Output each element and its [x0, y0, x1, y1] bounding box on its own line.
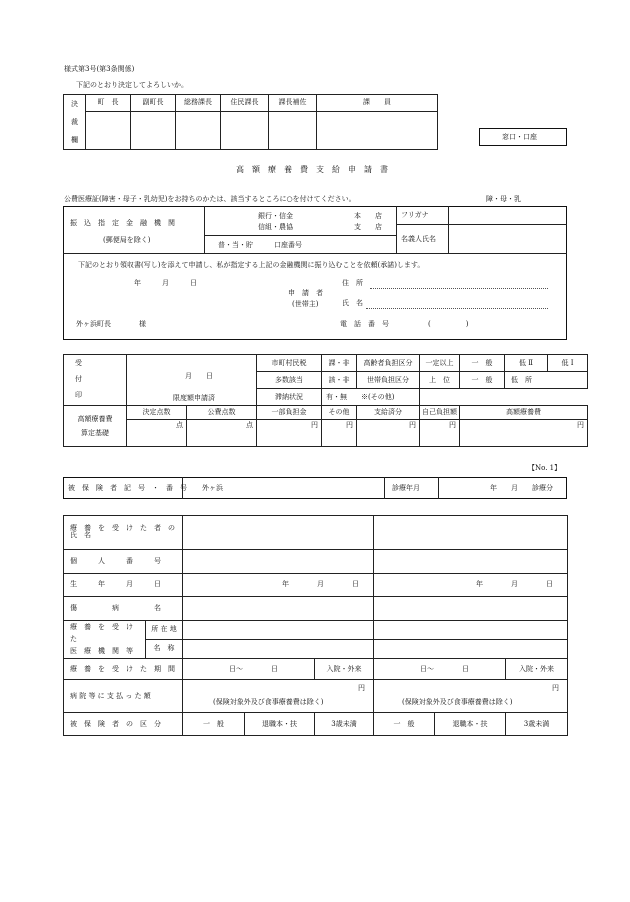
period-1[interactable]: 日～ 日	[183, 658, 315, 680]
birth-date-2[interactable]: 年 月 日	[374, 573, 568, 597]
period-label: 療 養 を 受 け た 期 間	[64, 658, 183, 680]
stamp-cell[interactable]	[176, 111, 221, 150]
tax-value[interactable]: 課・非	[322, 355, 357, 372]
insured-class-general-1[interactable]: 一 般	[183, 713, 245, 736]
stamp-cell[interactable]	[317, 111, 438, 150]
household-class-general[interactable]: 一 般	[460, 372, 505, 389]
multiple-label: 多数該当	[257, 372, 322, 389]
arrears-label: 滞納状況	[257, 389, 322, 406]
bank-sub-label: (郵便局を除く)	[103, 236, 151, 244]
holder-name-label: 名義人氏名	[401, 235, 436, 243]
insured-number-label: 被 保 険 者 記 号 ・ 番 号	[68, 484, 187, 492]
calc-header-other: その他	[322, 406, 357, 419]
calc-header-high-cost: 高額療養費	[460, 406, 588, 419]
disease-2[interactable]	[374, 597, 568, 621]
approver-assistant: 課長補佐	[269, 95, 317, 112]
addressee: 外ヶ浜町長 様	[76, 320, 146, 328]
public-medical-options[interactable]: 障・母・乳	[486, 195, 521, 203]
treatment-month-label: 診療年月	[392, 484, 420, 492]
elderly-class-high[interactable]: 一定以上	[420, 355, 460, 372]
elderly-class-label: 高齢者負担区分	[357, 355, 420, 372]
approver-mayor: 町 長	[86, 95, 131, 112]
insured-class-under3-1[interactable]: 3歳未満	[315, 713, 374, 736]
insured-class-label: 被 保 険 者 の 区 分	[64, 713, 183, 736]
approver-residents: 住民課長	[221, 95, 269, 112]
paid-amount-1[interactable]: 円 (保険対象外及び食事療養費は除く)	[183, 680, 374, 713]
personal-number-2[interactable]	[374, 549, 568, 573]
reception-stamp[interactable]: 受 付 印	[64, 355, 127, 406]
stamp-cell[interactable]	[221, 111, 269, 150]
facility-label: 療 養 を 受 け た 医 療 機 関 等	[64, 620, 146, 658]
elderly-class-low1[interactable]: 低 Ⅰ	[548, 355, 588, 372]
reception-date[interactable]: 月 日 限度額申請済	[127, 355, 257, 406]
decision-label: 決 裁 欄	[64, 95, 86, 150]
period-type-1[interactable]: 入院・外来	[315, 658, 374, 680]
furigana-label: フリガナ	[401, 211, 429, 219]
branch-sub[interactable]: 支 店	[354, 223, 382, 231]
disease-label: 傷 病 名	[64, 597, 183, 621]
bank-types-2[interactable]: 信組・農協	[258, 223, 293, 231]
disease-1[interactable]	[183, 597, 374, 621]
period-type-2[interactable]: 入院・外来	[506, 658, 568, 680]
applicant-label: 申 請 者	[288, 289, 323, 297]
calc-decided-points[interactable]: 点	[127, 419, 187, 446]
insured-number-value[interactable]: 外ヶ浜	[202, 484, 223, 492]
approver-staff: 課 員	[317, 95, 438, 112]
stamp-cell[interactable]	[86, 111, 131, 150]
treatment-month-value[interactable]: 年 月 診療分	[490, 484, 553, 492]
insured-class-retired-2[interactable]: 退職本・扶	[435, 713, 506, 736]
calc-paid[interactable]: 円	[357, 419, 420, 446]
tax-label: 市町村民税	[257, 355, 322, 372]
calc-other[interactable]: 円	[322, 419, 357, 446]
elderly-class-low2[interactable]: 低 Ⅱ	[505, 355, 548, 372]
calc-public-points[interactable]: 点	[187, 419, 257, 446]
facility-location-2[interactable]	[374, 620, 568, 639]
elderly-class-general[interactable]: 一 般	[460, 355, 505, 372]
sheet-number: 【No. 1】	[528, 464, 562, 472]
bank-label: 振 込 指 定 金 融 機 関	[70, 219, 175, 227]
calc-high-cost[interactable]: 円	[460, 419, 588, 446]
personal-number-label: 個 人 番 号	[64, 549, 183, 573]
postal-account[interactable]: 普・当・貯 口座番号	[218, 241, 302, 249]
paid-amount-2[interactable]: 円 (保険対象外及び食事療養費は除く)	[374, 680, 568, 713]
public-medical-notice: 公費医療証(障害・母子・乳幼児)をお持ちのかたは、該当するところに○を付けてください。	[64, 195, 356, 203]
approval-note: 下記のとおり決定してよろしいか。	[76, 81, 188, 89]
householder-label: (世帯主)	[292, 300, 319, 308]
insured-class-under3-2[interactable]: 3歳未満	[506, 713, 568, 736]
calc-header-public-points: 公費点数	[187, 406, 257, 419]
address-label: 住 所	[342, 279, 363, 287]
phone-number[interactable]: ( )	[428, 320, 469, 328]
calc-copay[interactable]: 円	[257, 419, 322, 446]
office-use-table	[63, 354, 588, 447]
patient-name-2[interactable]	[374, 516, 568, 550]
patient-table	[63, 515, 568, 736]
personal-number-1[interactable]	[183, 549, 374, 573]
patient-name-1[interactable]	[183, 516, 374, 550]
calc-header-copay: 一部負担金	[257, 406, 322, 419]
household-class-upper[interactable]: 上 位	[420, 372, 460, 389]
facility-location-label: 所 在 地	[146, 620, 183, 639]
household-class-low[interactable]: 低 所	[505, 372, 588, 389]
patient-name-label: 療 養 を 受 け た 者 の 氏 名	[64, 516, 183, 550]
insured-class-general-2[interactable]: 一 般	[374, 713, 435, 736]
application-statement: 下記のとおり領収書(写し)を添えて申請し、私が指定する上記の金融機関に振り込むことを依頼(承諾)します。	[78, 261, 425, 269]
page-title: 高 額 療 養 費 支 給 申 請 書	[236, 165, 388, 174]
approver-deputy-mayor: 副町長	[131, 95, 176, 112]
stamp-cell[interactable]	[131, 111, 176, 150]
calc-header-decided-points: 決定点数	[127, 406, 187, 419]
stamp-cell[interactable]	[269, 111, 317, 150]
paid-amount-label: 病 院 等 に 支 払 っ た 額	[64, 680, 183, 713]
calc-basis-label: 高額療養費 算定基礎	[64, 406, 127, 447]
form-number: 様式第3号(第3条関係)	[64, 65, 135, 73]
name-label: 氏 名	[342, 299, 363, 307]
approval-table	[63, 94, 438, 150]
insured-class-retired-1[interactable]: 退職本・扶	[245, 713, 315, 736]
birth-date-label: 生 年 月 日	[64, 573, 183, 597]
household-class-label: 世帯負担区分	[357, 372, 420, 389]
facility-name-1[interactable]	[183, 639, 374, 658]
window-account-box: 窓口・口座	[479, 128, 567, 146]
approver-general-affairs: 総務課長	[176, 95, 221, 112]
calc-header-self-pay: 自己負担額	[420, 406, 460, 419]
facility-name-2[interactable]	[374, 639, 568, 658]
calc-header-paid: 支給済分	[357, 406, 420, 419]
facility-name-label: 名 称	[146, 639, 183, 658]
phone-label: 電 話 番 号	[340, 320, 389, 328]
birth-date-1[interactable]: 年 月 日	[183, 573, 374, 597]
multiple-value[interactable]: 該・非	[322, 372, 357, 389]
calc-self-pay[interactable]: 円	[420, 419, 460, 446]
arrears-value[interactable]: 有・無 ※(その他)	[322, 389, 420, 406]
bank-types-1[interactable]: 銀行・信金	[258, 212, 293, 220]
application-date[interactable]: 年 月 日	[134, 279, 197, 287]
facility-location-1[interactable]	[183, 620, 374, 639]
period-2[interactable]: 日～ 日	[374, 658, 506, 680]
branch-main[interactable]: 本 店	[354, 212, 382, 220]
